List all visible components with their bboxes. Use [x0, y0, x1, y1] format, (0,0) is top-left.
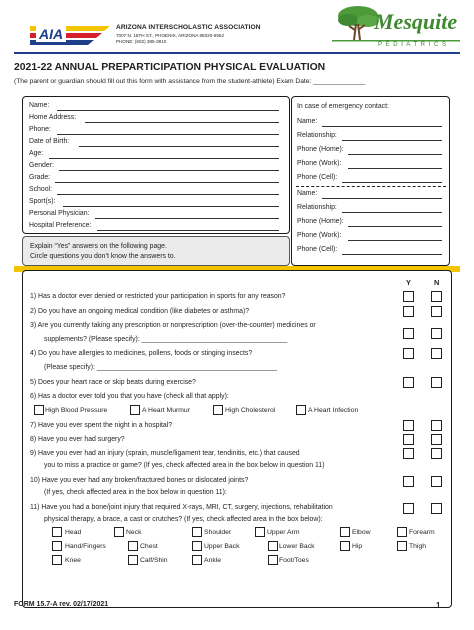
body-area-checkbox[interactable] [340, 541, 350, 551]
field-line[interactable] [85, 122, 279, 123]
field-label: Home Address: [29, 114, 77, 121]
condition-checkbox[interactable] [296, 405, 306, 415]
field-line[interactable] [322, 198, 442, 199]
question-10: 10) Have you ever had any broken/fractured bones or dislocated joints? [30, 477, 249, 484]
field-label: Grade: [29, 174, 51, 181]
question-11-cont: physical therapy, a brace, a cast or crutches? (If yes, check affected area in the box below): [44, 516, 323, 523]
org-name: ARIZONA INTERSCHOLASTIC ASSOCIATION [116, 24, 261, 31]
body-area-label: Knee [65, 557, 81, 564]
field-label: Hospital Preference: [29, 222, 92, 229]
condition-checkbox[interactable] [213, 405, 223, 415]
question-4-cont: (Please specify): _______________________________________________ [44, 364, 277, 371]
field-label: Date of Birth: [29, 138, 70, 145]
question-8: 8) Have you ever had surgery? [30, 436, 125, 443]
q11-yes-checkbox[interactable] [403, 503, 414, 514]
q11-no-checkbox[interactable] [431, 503, 442, 514]
question-7: 7) Have you ever spent the night in a hospital? [30, 422, 173, 429]
no-header: N [434, 278, 440, 287]
q7-no-checkbox[interactable] [431, 420, 442, 431]
contact2-label: Phone (Cell): [297, 246, 338, 253]
form-subtitle: (The parent or guardian should fill out this form with assistance from the student-athlete) Exam Date: ______________ [14, 78, 366, 85]
body-area-checkbox[interactable] [397, 527, 407, 537]
field-line[interactable] [342, 182, 442, 183]
field-line[interactable] [95, 218, 279, 219]
question-4: 4) Do you have allergies to medicines, pollens, foods or stinging insects? [30, 350, 253, 357]
body-area-checkbox[interactable] [255, 527, 265, 537]
body-area-checkbox[interactable] [268, 555, 278, 565]
body-area-checkbox[interactable] [192, 541, 202, 551]
explain-line-1: Explain “Yes” answers on the following page. [30, 243, 167, 250]
field-line[interactable] [57, 110, 279, 111]
q9-yes-checkbox[interactable] [403, 448, 414, 459]
q2-yes-checkbox[interactable] [403, 306, 414, 317]
field-line[interactable] [342, 212, 442, 213]
page-number: 1 [436, 601, 441, 610]
field-label: School: [29, 186, 52, 193]
condition-checkbox[interactable] [130, 405, 140, 415]
question-2: 2) Do you have an ongoing medical condition (like diabetes or asthma)? [30, 308, 250, 315]
mesquite-name: Mesquite [374, 9, 458, 34]
body-area-label: Upper Arm [267, 529, 300, 536]
q10-yes-checkbox[interactable] [403, 476, 414, 487]
body-area-label: Hip [352, 543, 363, 550]
q3-no-checkbox[interactable] [431, 328, 442, 339]
question-11: 11) Have you had a bone/joint injury that required X-rays, MRI, CT, surgery, injections, rehabilitation [30, 504, 333, 511]
q5-yes-checkbox[interactable] [403, 377, 414, 388]
contact2-label: Phone (Home): [297, 218, 344, 225]
field-line[interactable] [348, 240, 442, 241]
body-area-checkbox[interactable] [397, 541, 407, 551]
condition-label: High Cholesterol [225, 407, 276, 414]
header-divider [14, 52, 460, 54]
q9-no-checkbox[interactable] [431, 448, 442, 459]
body-area-checkbox[interactable] [114, 527, 124, 537]
contact2-label: Name: [297, 190, 318, 197]
body-area-label: Elbow [352, 529, 371, 536]
explain-line-2: Circle questions you don’t know the answers to. [30, 253, 176, 260]
org-phone: PHONE: (602) 385-3810 [116, 39, 167, 44]
body-area-label: Forearm [409, 529, 435, 536]
contact1-label: Phone (Cell): [297, 174, 338, 181]
field-line[interactable] [342, 254, 442, 255]
question-10-cont: (If yes, check affected area in the box below in question 11): [44, 489, 227, 496]
condition-checkbox[interactable] [34, 405, 44, 415]
emergency-heading: In case of emergency contact: [297, 103, 389, 110]
field-line[interactable] [59, 170, 279, 171]
field-line[interactable] [49, 158, 279, 159]
question-9: 9) Have you ever had an injury (sprain, muscle/ligament tear, tendinitis, etc.) that caused [30, 450, 300, 457]
contact1-label: Relationship: [297, 132, 337, 139]
field-line[interactable] [97, 230, 279, 231]
field-label: Name: [29, 102, 50, 109]
form-title: 2021-22 ANNUAL PREPARTICIPATION PHYSICAL EVALUATION [14, 62, 326, 73]
field-label: Age: [29, 150, 44, 157]
body-area-checkbox[interactable] [128, 541, 138, 551]
body-area-label: Calf/Shin [140, 557, 168, 564]
body-area-label: Hand/Fingers [65, 543, 106, 550]
q10-no-checkbox[interactable] [431, 476, 442, 487]
body-area-checkbox[interactable] [52, 527, 62, 537]
body-area-checkbox[interactable] [128, 555, 138, 565]
question-3: 3) Are you currently taking any prescription or nonprescription (over-the-counter) medicines or [30, 322, 316, 329]
body-area-checkbox[interactable] [52, 541, 62, 551]
field-line[interactable] [348, 168, 442, 169]
condition-label: A Heart Infection [308, 407, 359, 414]
q7-yes-checkbox[interactable] [403, 420, 414, 431]
contact1-label: Phone (Work): [297, 160, 342, 167]
condition-label: High Blood Pressure [45, 407, 108, 414]
explain-box [22, 236, 290, 266]
q8-no-checkbox[interactable] [431, 434, 442, 445]
body-area-checkbox[interactable] [268, 541, 278, 551]
body-area-label: Shoulder [204, 529, 232, 536]
field-line[interactable] [348, 154, 442, 155]
aia-text: AIA [36, 26, 66, 42]
q4-yes-checkbox[interactable] [403, 348, 414, 359]
body-area-label: Neck [126, 529, 142, 536]
emergency-contact-box [291, 96, 450, 266]
field-label: Gender: [29, 162, 54, 169]
contact-divider [296, 186, 446, 187]
q4-no-checkbox[interactable] [431, 348, 442, 359]
field-line[interactable] [63, 206, 279, 207]
yes-header: Y [406, 278, 411, 287]
question-6: 6) Has a doctor ever told you that you have (check all that apply): [30, 393, 229, 400]
field-label: Phone: [29, 126, 51, 133]
field-line[interactable] [348, 226, 442, 227]
contact2-label: Phone (Work): [297, 232, 342, 239]
contact2-label: Relationship: [297, 204, 337, 211]
contact1-label: Phone (Home): [297, 146, 344, 153]
body-area-label: Thigh [409, 543, 427, 550]
field-line[interactable] [55, 182, 279, 183]
field-line[interactable] [79, 146, 279, 147]
q5-no-checkbox[interactable] [431, 377, 442, 388]
body-area-label: Foot/Toes [279, 557, 309, 564]
question-1: 1) Has a doctor ever denied or restricted your participation in sports for any reason? [30, 293, 286, 300]
body-area-label: Ankle [204, 557, 222, 564]
question-5: 5) Does your heart race or skip beats during exercise? [30, 379, 196, 386]
question-3-cont: supplements? (Please specify): ______________________________________ [44, 336, 288, 343]
q8-yes-checkbox[interactable] [403, 434, 414, 445]
body-area-checkbox[interactable] [52, 555, 62, 565]
body-area-label: Head [65, 529, 82, 536]
body-area-label: Upper Back [204, 543, 240, 550]
condition-label: A Heart Murmur [142, 407, 190, 414]
q3-yes-checkbox[interactable] [403, 328, 414, 339]
student-info-box [22, 96, 290, 234]
org-address: 7007 N. 18TH ST., PHOENIX, ARIZONA 85020-5552 [116, 33, 225, 38]
body-area-checkbox[interactable] [192, 527, 202, 537]
field-label: Personal Physician: [29, 210, 90, 217]
question-9-cont: you to miss a practice or game? (If yes, check affected area in the box below in question 11) [44, 462, 325, 469]
field-line[interactable] [322, 126, 442, 127]
q1-yes-checkbox[interactable] [403, 291, 414, 302]
mesquite-sub: P E D I A T R I C S [378, 42, 448, 48]
field-line[interactable] [57, 134, 279, 135]
field-line[interactable] [57, 194, 279, 195]
body-area-checkbox[interactable] [340, 527, 350, 537]
body-area-label: Chest [140, 543, 158, 550]
body-area-label: Lower Back [279, 543, 315, 550]
contact1-label: Name: [297, 118, 318, 125]
field-line[interactable] [342, 140, 442, 141]
body-area-checkbox[interactable] [192, 555, 202, 565]
form-number: FORM 15.7-A rev. 02/17/2021 [14, 601, 109, 608]
q2-no-checkbox[interactable] [431, 306, 442, 317]
field-label: Sport(s): [29, 198, 56, 205]
q1-no-checkbox[interactable] [431, 291, 442, 302]
